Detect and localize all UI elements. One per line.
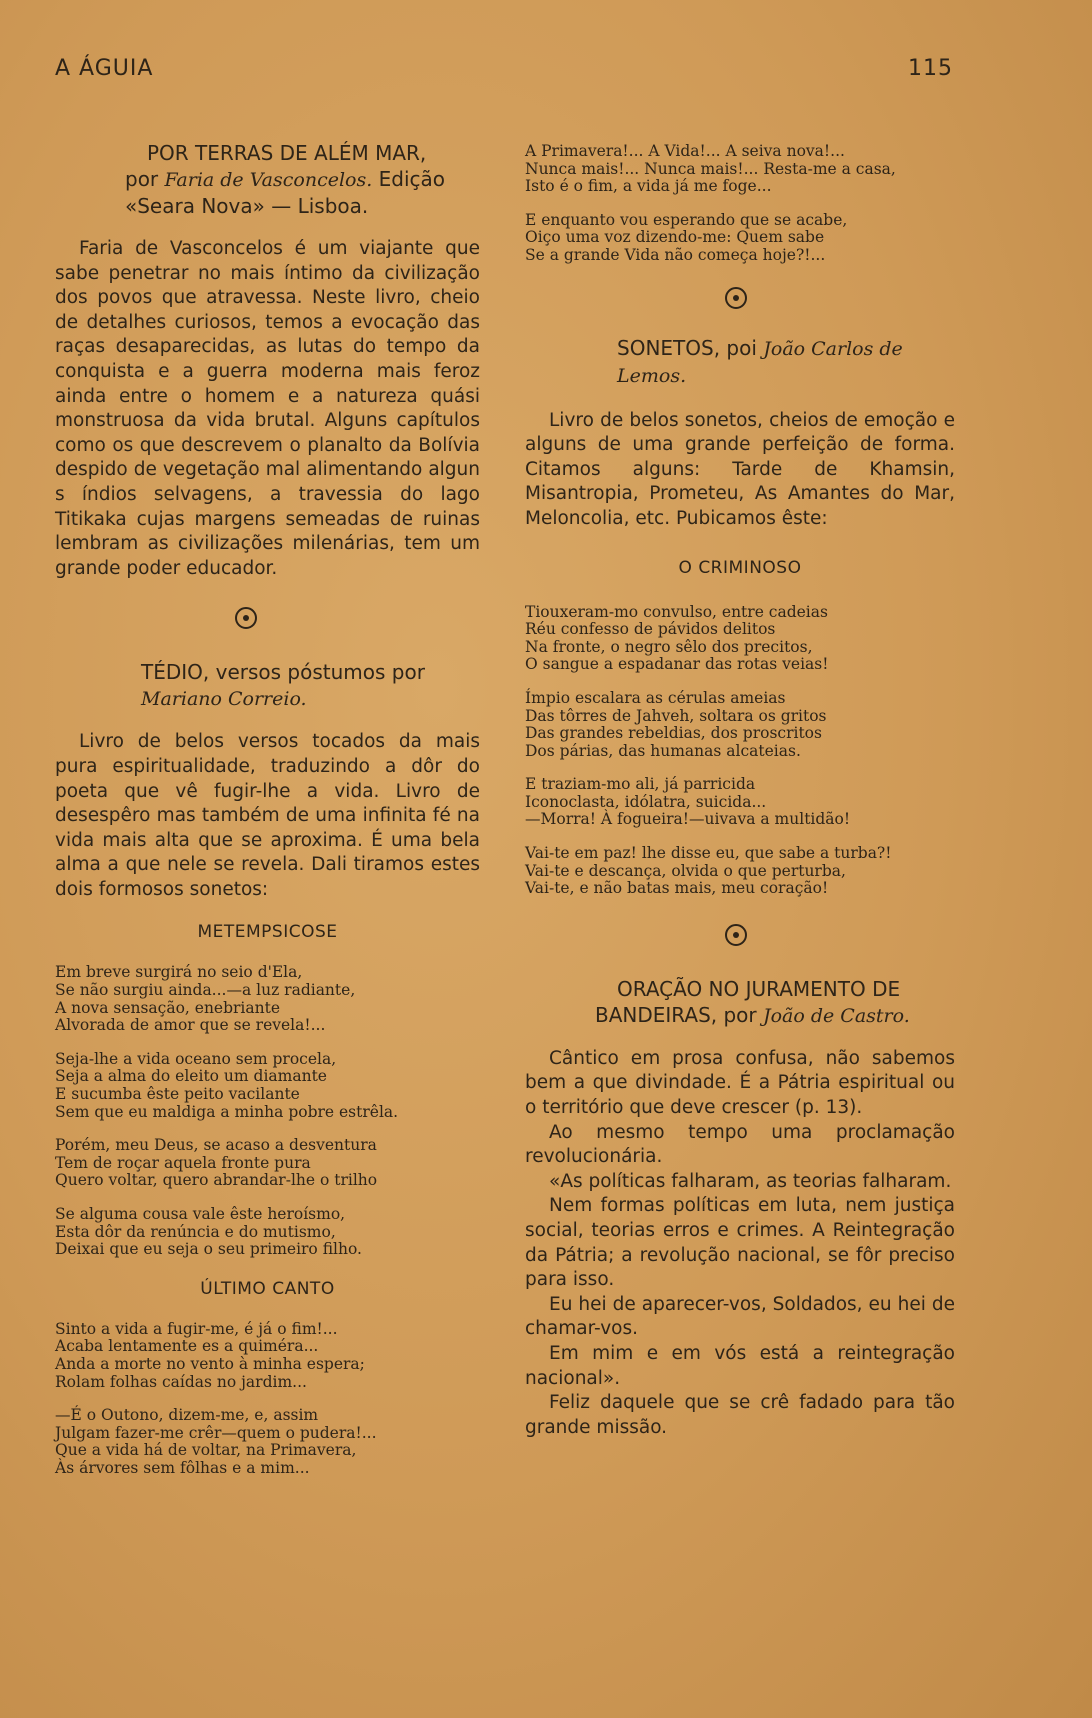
review-byline-oracao: BANDEIRAS, por João de Castro. xyxy=(595,1002,910,1027)
poem-ultimo-canto-continued xyxy=(525,143,955,265)
review-body-terras: Faria de Vasconcelos é um viajante que sabe penetrar no mais íntimo da civilização dos povos que atravessa. Neste livro, cheio de detalhes curiosos, temos a evocação das raças desaparecidas, as lutas do tempo da conquista e a guerra moderna mais feroz ainda entre o homem e a natureza quási monstruosa da vida brutal. Alguns capítulos como os que descrevem o planalto da Bolívia despido de vegetação mal alimentando algun s índios selvagens, a travessia do lago Titikaka cujas margens semeadas de ruinas lembram as civilizações milenárias, tem um grande poder educador. xyxy=(55,238,480,579)
paragraph: Eu hei de aparecer-vos, Soldados, eu hei de chamar-vos. xyxy=(525,1293,955,1340)
stanza: E enquanto vou esperando que se acabe, Oiço uma voz dizendo-me: Quem sabe Se a grande Vida não começa hoje?!... xyxy=(525,210,848,264)
review-title-tedio: TÉDIO, versos póstumos por Mariano Correio. xyxy=(141,660,425,711)
stanza: Ímpio escalara as cérulas ameias Das tôrres de Jahveh, soltara os gritos Das grandes rebeldias, dos proscritos Dos párias, das humanas alcateias. xyxy=(525,688,827,760)
stanza: A Primavera!... A Vida!... A seiva nova!... Nunca mais!... Nunca mais!... Resta-me a casa, Isto é o fim, a vida já me foge... xyxy=(525,142,896,196)
poem-metempsicose xyxy=(55,964,480,1258)
poem-ultimo-canto xyxy=(55,1321,480,1478)
stanza: Em breve surgirá no seio d'Ela, Se não surgiu ainda...—a luz radiante, A nova sensação, enebriante Alvorada de amor que se revela!... xyxy=(55,963,356,1035)
review-body-oracao xyxy=(525,1047,955,1441)
paragraph: Em mim e em vós está a reintegração nacional». xyxy=(525,1342,955,1389)
review-byline-terras: por Faria de Vasconcelos. Edição «Seara Nova» — Lisboa. xyxy=(125,167,446,218)
stanza: Tiouxeram-mo convulso, entre cadeias Réu confesso de pávidos delitos Na fronte, o negro sêlo dos precitos, O sangue a espadanar das rotas veias! xyxy=(525,602,829,674)
page-number: 115 xyxy=(908,56,953,81)
section-ornament xyxy=(725,287,747,309)
paragraph: Cântico em prosa confusa, não sabemos bem a que divindade. É a Pátria espiritual ou o território que deve crescer (p. 13). xyxy=(525,1047,955,1119)
stanza: E traziam-mo ali, já parricida Iconoclasta, idólatra, suicida... —Morra! À fogueira!—uivava a multidão! xyxy=(525,775,851,829)
right-column xyxy=(525,143,955,1440)
left-column xyxy=(55,140,480,1494)
stanza: —É o Outono, dizem-me, e, assim Julgam fazer-me crêr—quem o pudera!... Que a vida há de voltar, na Primavera, Às árvores sem fôlhas e a mim... xyxy=(55,1406,377,1477)
paragraph: Nem formas políticas em luta, nem justiça social, teorias erros e crimes. A Reintegração da Pátria; a revolução nacional, se fôr preciso para isso. xyxy=(525,1195,955,1291)
running-head: A ÁGUIA xyxy=(55,56,154,81)
review-title-oracao: ORAÇÃO NO JURAMENTO DE xyxy=(617,976,901,1001)
poem-title-criminoso: O CRIMINOSO xyxy=(678,557,802,578)
paragraph: Feliz daquele que se crê fadado para tão grande missão. xyxy=(525,1392,955,1438)
stanza: Porém, meu Deus, se acaso a desventura Tem de roçar aquela fronte pura Quero voltar, quero abrandar-lhe o trilho xyxy=(55,1136,378,1190)
section-ornament xyxy=(725,924,747,946)
stanza: Seja-lhe a vida oceano sem procela, Seja a alma do eleito um diamante E sucumba êste peito vacilante Sem que eu maldiga a minha pobre estrêla. xyxy=(55,1049,399,1121)
section-ornament xyxy=(235,607,257,629)
stanza: Vai-te em paz! lhe disse eu, que sabe a turba?! Vai-te e descança, olvida o que perturba, Vai-te, e não batas mais, meu coração! xyxy=(525,844,892,898)
paragraph: «As políticas falharam, as teorias falharam. xyxy=(549,1170,952,1192)
review-body-sonetos: Livro de belos sonetos, cheios de emoção e alguns de uma grande perfeição de forma. Citamos alguns: Tarde de Khamsin, Misantropia, Prometeu, As Amantes do Mar, Meloncolia, etc. Pubicamos êste: xyxy=(525,409,955,529)
review-title-terras: POR TERRAS DE ALÉM MAR, xyxy=(147,141,427,165)
review-title-sonetos: SONETOS, poi João Carlos de Lemos. xyxy=(617,335,903,387)
poem-title-metempsicose: METEMPSICOSE xyxy=(197,922,338,943)
paragraph: Ao mesmo tempo uma proclamação revolucionária. xyxy=(525,1121,955,1168)
stanza: Se alguma cousa vale êste heroísmo, Esta dôr da renúncia e do mutismo, Deixai que eu seja o seu primeiro filho. xyxy=(55,1205,362,1259)
review-body-tedio: Livro de belos versos tocados da mais pura espiritualidade, traduzindo a dôr do poeta que vê fugir-lhe a vida. Livro de desespêro mas também de uma infinita fé na vida mais alta que se aproxima. É uma bela alma a que nele se revela. Dali tiramos estes dois formosos sonetos: xyxy=(55,731,480,900)
poem-criminoso xyxy=(525,604,955,898)
poem-title-ultimo-canto: ÚLTIMO CANTO xyxy=(200,1278,335,1299)
stanza: Sinto a vida a fugir-me, é já o fim!... Acaba lentamente es a quiméra... Anda a morte no vento à minha espera; Rolam folhas caídas no jardim... xyxy=(55,1319,365,1391)
